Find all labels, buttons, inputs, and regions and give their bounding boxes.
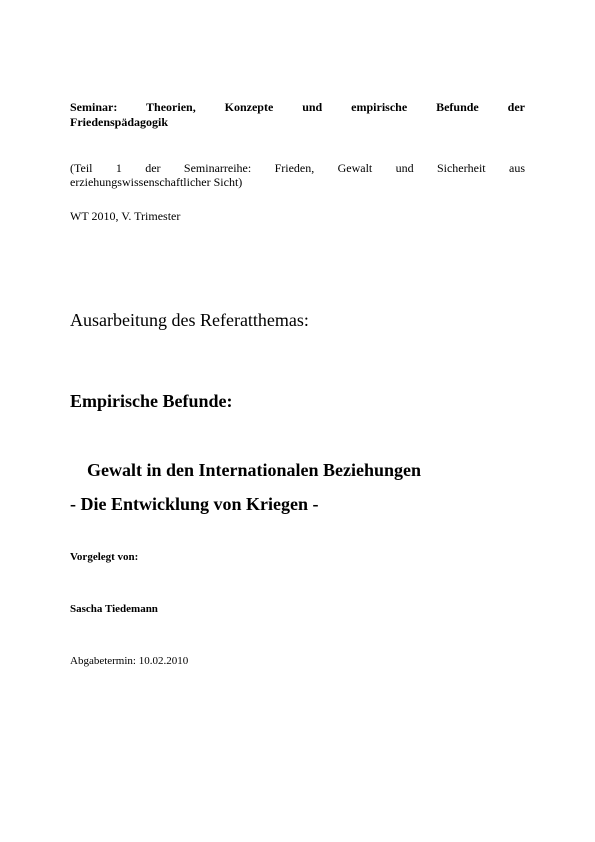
seminar-title (70, 100, 525, 130)
seminar-series-line-2: erziehungswissenschaftlicher Sicht) (70, 175, 243, 189)
topic-subtitle: - Die Entwicklung von Kriegen - (70, 494, 319, 514)
seminar-series (70, 161, 525, 189)
topic-title: Gewalt in den Internationalen Beziehungen (87, 460, 422, 480)
submitted-by-label: Vorgelegt von: (70, 551, 139, 563)
seminar-series-line-1: (Teil 1 der Seminarreihe: Frieden, Gewalt und Sicherheit aus (70, 161, 525, 175)
section-title: Empirische Befunde: (70, 391, 233, 411)
author-name: Sascha Tiedemann (70, 603, 158, 615)
seminar-title-line-2: Friedenspädagogik (70, 115, 169, 129)
seminar-title-line-1: Seminar: Theorien, Konzepte und empirische Befunde der (70, 100, 525, 114)
term-info: WT 2010, V. Trimester (70, 209, 181, 223)
paper-heading: Ausarbeitung des Referatthemas: (70, 310, 309, 330)
deadline: Abgabetermin: 10.02.2010 (70, 655, 189, 667)
